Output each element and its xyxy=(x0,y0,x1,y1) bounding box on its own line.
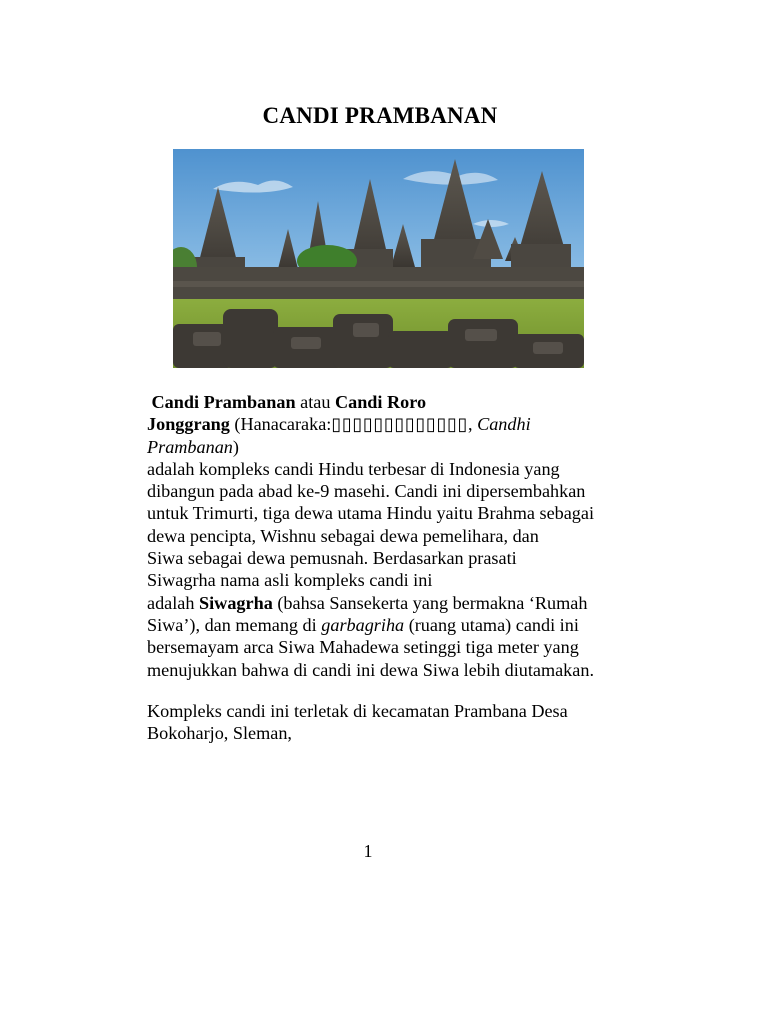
term-candi-roro: Candi Roro xyxy=(334,392,427,412)
paragraph-line: dibangun pada abad ke-9 masehi. Candi ini dipersembahkan xyxy=(147,481,586,502)
paragraph-line: Bokoharjo, Sleman, xyxy=(147,723,292,744)
term-jonggrang: Jonggrang xyxy=(147,414,230,435)
term-candhi: Candhi xyxy=(477,414,531,435)
page-number: 1 xyxy=(363,841,373,861)
paragraph-line: Siwagrha nama asli kompleks candi ini xyxy=(147,570,433,591)
paragraph-line: Siwa sebagai dewa pemusnah. Berdasarkan prasati xyxy=(147,548,517,569)
text-fragment: (Hanacaraka: xyxy=(229,414,332,435)
paragraph-line: bersemayam arca Siwa Mahadewa setinggi tiga meter yang xyxy=(147,637,579,658)
paragraph-line: menujukkan bahwa di candi ini dewa Siwa lebih diutamakan. xyxy=(147,659,594,680)
term-prambanan-italic: Prambanan xyxy=(147,436,233,457)
paragraph-line: adalah kompleks candi Hindu terbesar di Indonesia yang xyxy=(147,458,560,479)
text-fragment: , xyxy=(467,414,478,435)
paragraph-line xyxy=(147,614,667,636)
paragraph-line: untuk Trimurti, tiga dewa utama Hindu yaitu Brahma sebagai xyxy=(147,503,595,524)
paragraph-line xyxy=(147,413,667,435)
paragraph-line: dewa pencipta, Wishnu sebagai dewa pemelihara, dan xyxy=(147,525,539,546)
paragraph-line xyxy=(147,391,667,413)
text-fragment: (bahsa Sansekerta yang bermakna ‘Rumah xyxy=(272,592,588,613)
term-candi-prambanan: Candi Prambanan xyxy=(151,392,296,412)
term-siwagrha: Siwagrha xyxy=(199,592,273,613)
text-fragment: Siwa’), dan memang di xyxy=(147,614,322,635)
location-paragraph xyxy=(147,700,667,745)
text-fragment: adalah xyxy=(147,592,200,613)
paragraph-line xyxy=(147,436,667,458)
javanese-script-glyphs: ▯▯▯▯▯▯▯▯▯▯▯▯▯ xyxy=(331,414,468,435)
text-fragment: atau xyxy=(295,392,335,412)
text-fragment: ) xyxy=(232,436,239,457)
paragraph-line xyxy=(147,592,667,614)
paragraph-line: Kompleks candi ini terletak di kecamatan Prambana Desa xyxy=(147,701,568,721)
text-fragment: (ruang utama) candi ini xyxy=(404,614,579,635)
intro-paragraph xyxy=(147,391,667,681)
term-garbagriha: garbagriha xyxy=(321,614,405,635)
prambanan-temple-photo xyxy=(173,149,584,368)
document-title: CANDI PRAMBANAN xyxy=(262,103,498,128)
